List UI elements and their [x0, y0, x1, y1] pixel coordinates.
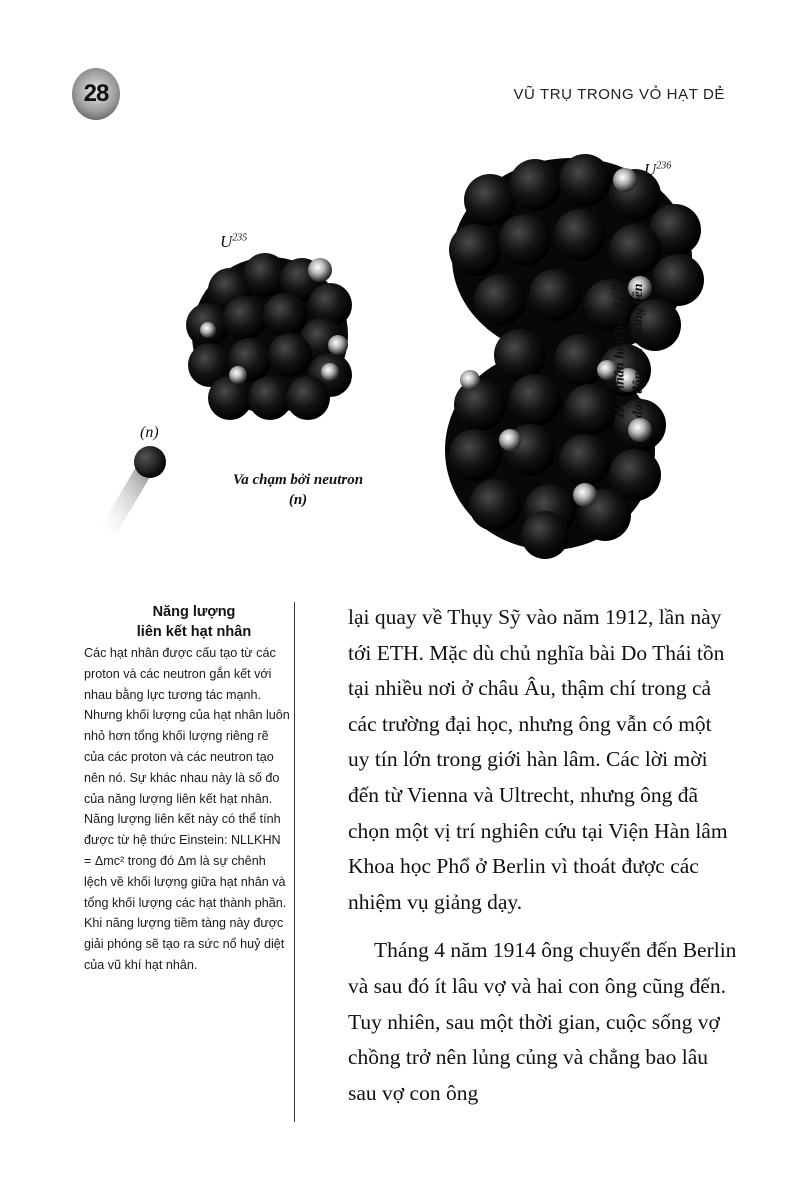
- sidebar-title-line: Năng lượng: [152, 604, 236, 620]
- collision-caption-line: Va chạm bởi neutron: [232, 472, 364, 488]
- isotope-mass: 235: [232, 232, 248, 244]
- paragraph: Tháng 4 năm 1914 ông chuyển đến Berlin và sau đó ít lâu vợ và hai con ông cũng đến. Tuy nhiên, sau một thời gian, cuộc sống vợ chồng trở nên lủng củng và chẳng bao lâu sau vợ con ông: [348, 938, 737, 1105]
- isotope-mass: 236: [656, 160, 672, 172]
- collision-caption-line: (n): [288, 492, 308, 508]
- main-text: [348, 600, 738, 1111]
- page-number-badge: [72, 68, 120, 120]
- u236-compound-nucleus: [445, 154, 704, 559]
- isotope-u236-label: [644, 160, 671, 180]
- sidebar-title: [98, 602, 290, 642]
- isotope-symbol: U: [644, 160, 657, 179]
- paragraph: lại quay về Thụy Sỹ vào năm 1912, lần này tới ETH. Mặc dù chủ nghĩa bài Do Thái tồn tại nhiều nơi ở châu Âu, thậm chí trong cả các trường đại học, nhưng ông vẫn có một uy tín lớn trong giới hàn lâm. Các lời mời đến từ Vienna và Ultrecht, nhưng ông đã chọn một vị trí nghiên cứu tại Viện Hàn lâm Khoa học Phổ ở Berlin vì thoát được các nhiệm vụ giảng dạy.: [348, 605, 728, 914]
- u235-nucleus: [186, 253, 352, 420]
- caption-text: Hạt nhân hỗn hợp U: [612, 296, 628, 418]
- isotope-symbol: U: [220, 232, 233, 251]
- sidebar-box: [84, 602, 295, 1122]
- isotope-u235-label: [220, 232, 247, 252]
- running-title: VŨ TRỤ TRONG VỎ HẠT DẺ: [513, 86, 725, 103]
- compound-nucleus-caption-line: [606, 228, 630, 418]
- page-number: 28: [83, 80, 109, 107]
- compound-nucleus-caption-line: dao động và không bền: [630, 283, 646, 418]
- collision-caption: [198, 470, 398, 510]
- neutron-particle: [100, 446, 166, 538]
- sidebar-title-line: liên kết hạt nhân: [136, 624, 252, 640]
- sidebar-body: Các hạt nhân được cấu tạo từ các proton và các neutron gắn kết với nhau bằng lực tương tác mạnh. Nhưng khối lượng của hạt nhân luôn nhỏ hơn tổng khối lượng riêng rẽ của các proton và các neutron tạo nên nó. Sự khác nhau này là số đo của năng lượng liên kết hạt nhân. Năng lượng liên kết này có thể tính được từ hệ thức Einstein: NLLKHN = Δmc² trong đó Δm là sự chênh lệch về khối lượng giữa hạt nhân và tổng khối lượng các hạt thành phần. Khi năng lượng tiềm tàng này được giải phóng sẽ tạo ra sức nổ huỷ diệt của vũ khí hạt nhân.: [84, 646, 290, 972]
- caption-mass: 235: [610, 283, 620, 297]
- neutron-label: (n): [140, 424, 159, 441]
- compound-nucleus-caption: [606, 228, 658, 418]
